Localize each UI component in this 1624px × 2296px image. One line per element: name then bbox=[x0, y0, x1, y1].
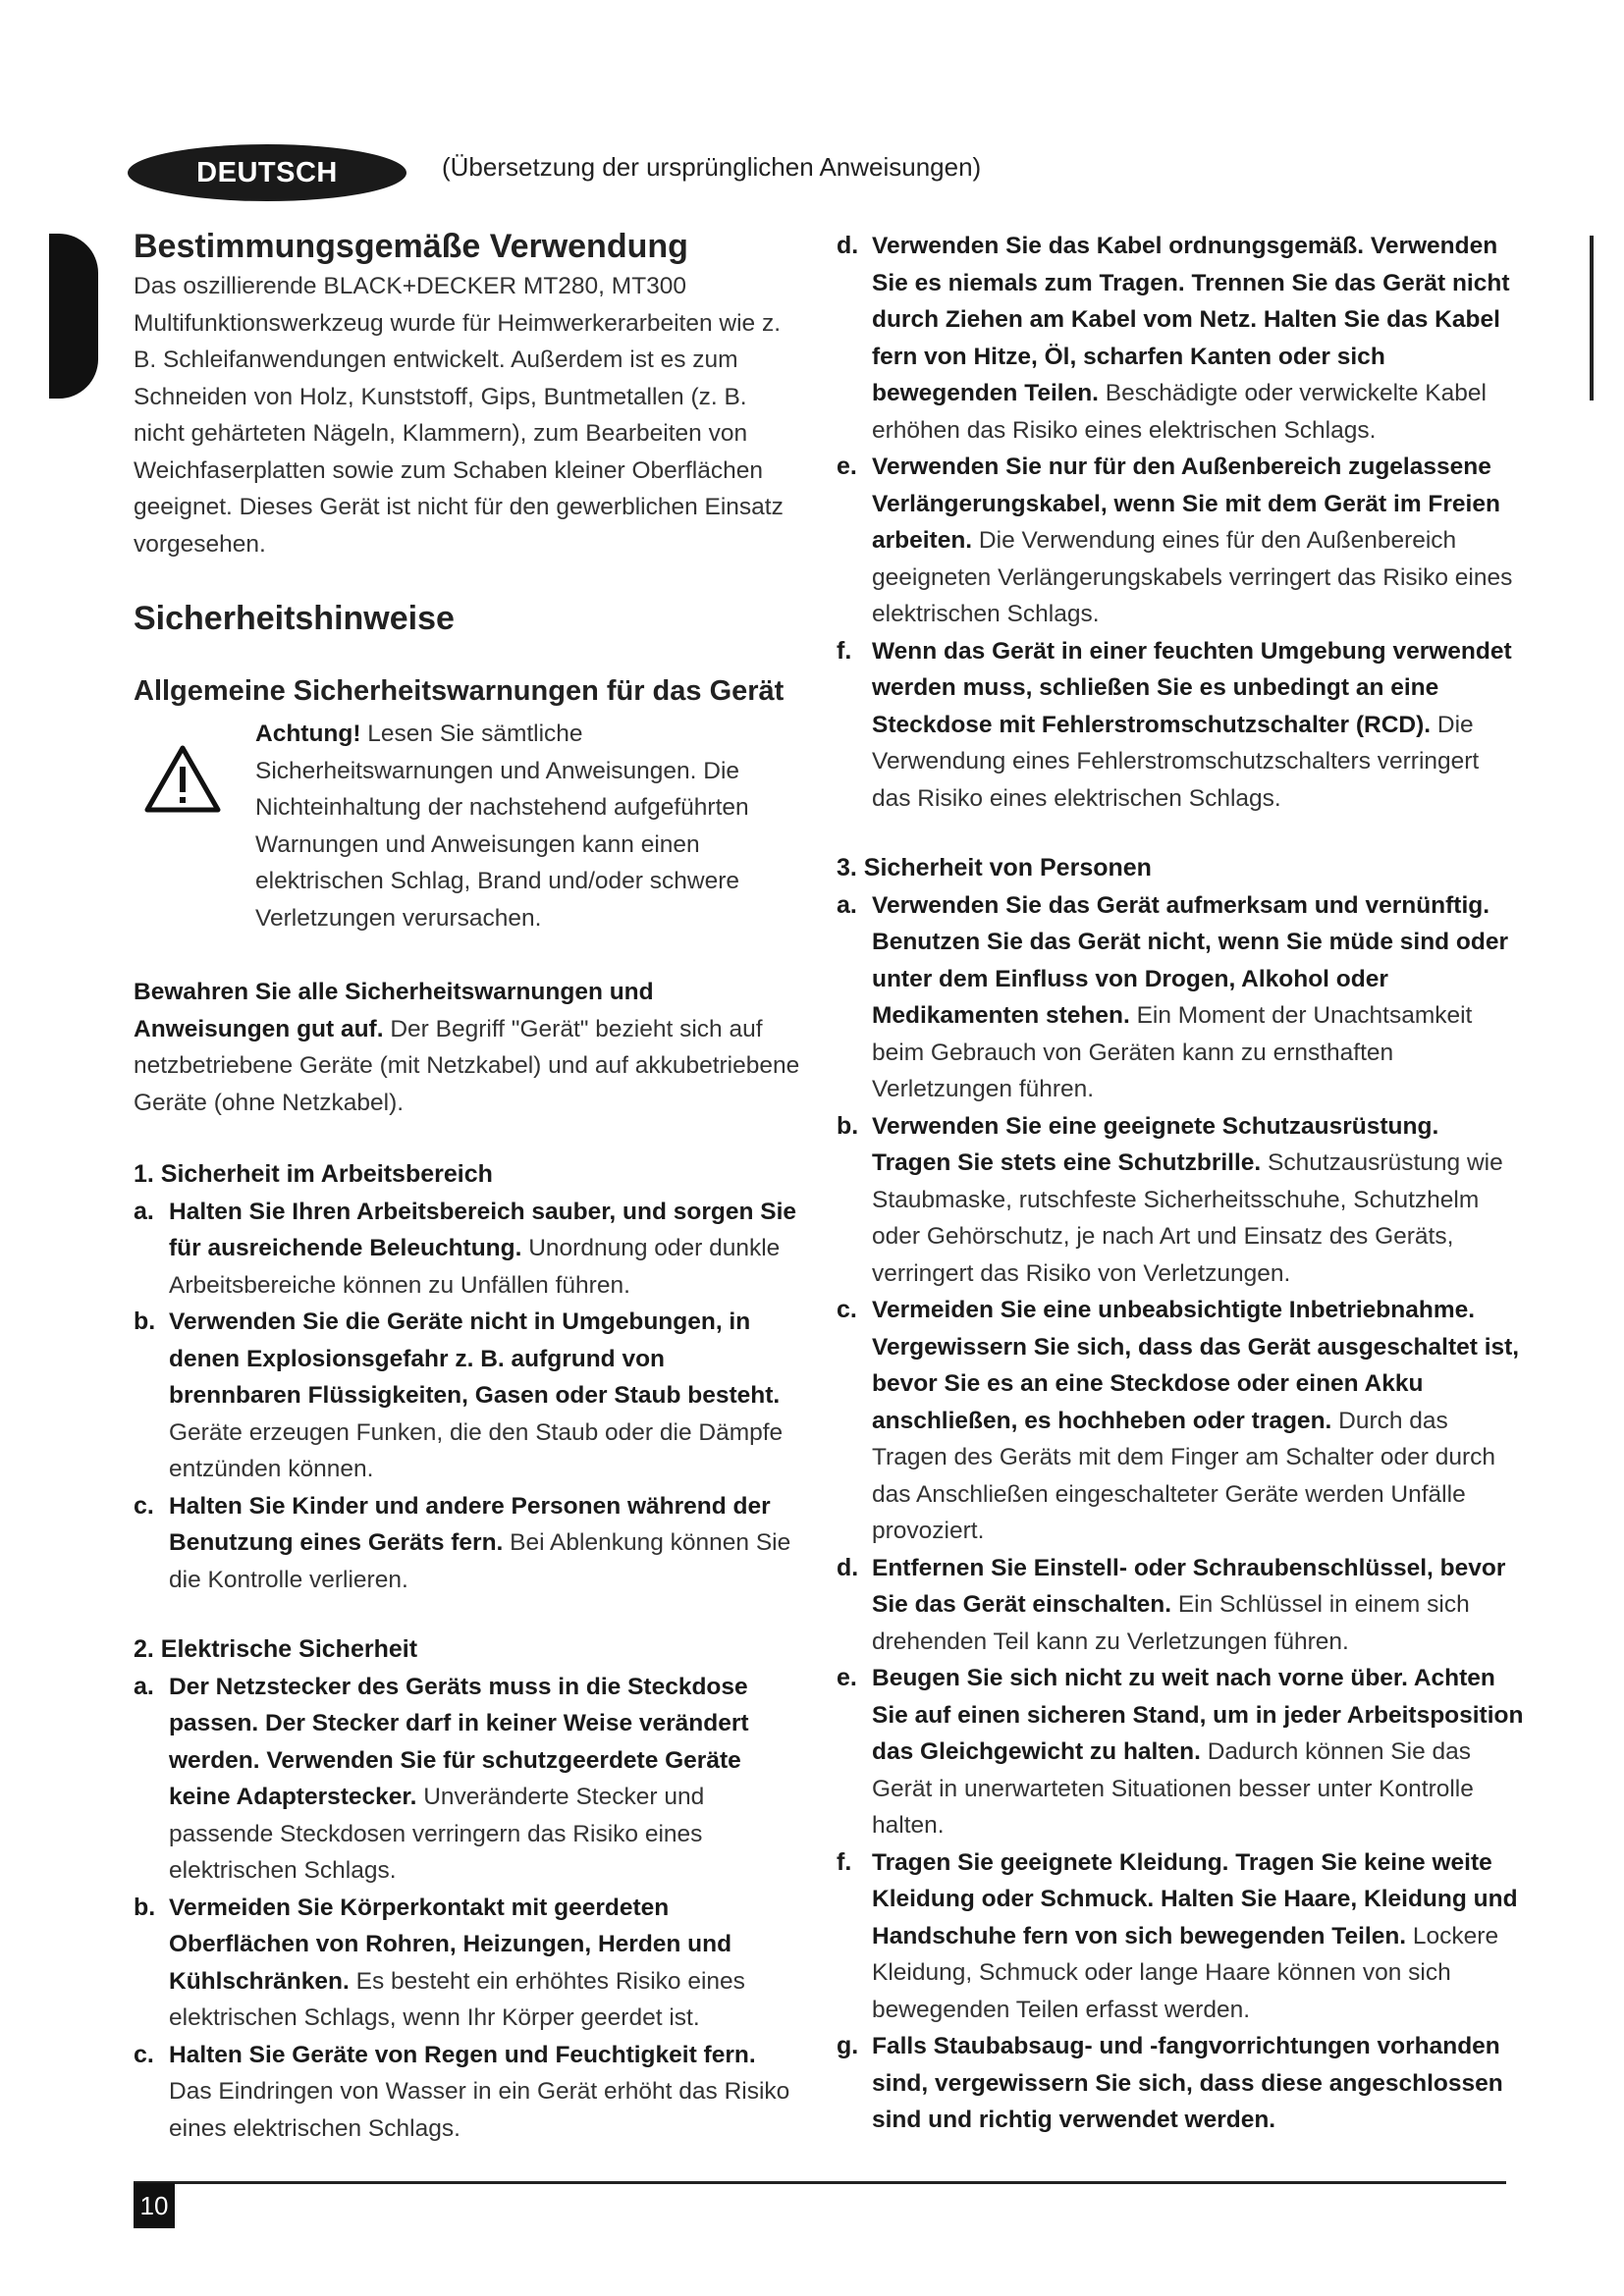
item-bold: Verwenden Sie die Geräte nicht in Umgebungen, in denen Explosionsgefahr z. B. aufgrund von brennbaren Flüssigkeiten, Gasen oder Staub besteht. bbox=[169, 1308, 781, 1409]
translation-note: (Übersetzung der ursprünglichen Anweisungen) bbox=[442, 152, 982, 182]
item-bold: Beugen Sie sich nicht zu weit nach vorne über. Achten Sie auf einen sicheren Stand, um in jeder Arbeitsposition das Gleichgewicht zu halten. bbox=[872, 1665, 1524, 1765]
warning-label: Achtung! bbox=[255, 721, 361, 747]
item-body: Lockere Kleidung, Schmuck oder lange Haare können von sich bewegenden Teilen erfasst werden. bbox=[872, 1922, 1499, 2023]
list-item bbox=[134, 2037, 801, 2148]
item-bold: Tragen Sie geeignete Kleidung. Tragen Sie keine weite Kleidung oder Schmuck. Halten Sie Haare, Kleidung und Handschuhe fern von sich bewegenden Teilen. bbox=[872, 1848, 1518, 1949]
item-label: c. bbox=[837, 1296, 857, 1323]
item-bold: Der Netzstecker des Geräts muss in die Steckdose passen. Der Stecker darf in keiner Weise verändert werden. Verwenden Sie für schutzgeerdete Geräte keine Adapterstecker. bbox=[169, 1673, 749, 1810]
intended-use-heading: Bestimmungsgemäße Verwendung bbox=[134, 228, 688, 265]
keep-instructions-bold: Bewahren Sie alle Sicherheitswarnungen und Anweisungen gut auf. bbox=[134, 979, 654, 1042]
item-bold: Wenn das Gerät in einer feuchten Umgebung verwendet werden muss, schließen Sie es unbedingt an eine Steckdose mit Fehlerstromschutzschalter (RCD). bbox=[872, 637, 1512, 738]
item-label: a. bbox=[134, 1672, 154, 1700]
list-item bbox=[134, 1890, 801, 2037]
item-text bbox=[872, 1292, 1524, 1550]
list-item bbox=[134, 1304, 801, 1488]
item-label: d. bbox=[837, 1553, 859, 1581]
item-bold: Verwenden Sie das Kabel ordnungsgemäß. Verwenden Sie es niemals zum Tragen. Trennen Sie das Gerät nicht durch Ziehen am Kabel vom Netz. Halten Sie das Kabel fern von Hitze, Öl, scharfen Kanten oder sich bewegenden Teilen. bbox=[872, 233, 1510, 406]
list-item bbox=[134, 1488, 801, 1599]
item-body: Unordnung oder dunkle Arbeitsbereiche können zu Unfällen führen. bbox=[169, 1235, 781, 1299]
item-text bbox=[872, 1550, 1524, 1661]
list-item bbox=[134, 1194, 801, 1305]
item-label: f. bbox=[837, 636, 852, 665]
item-body: Ein Schlüssel in einem sich drehenden Teil kann zu Verletzungen führen. bbox=[872, 1591, 1470, 1655]
list-item bbox=[837, 1292, 1524, 1550]
item-label: d. bbox=[837, 232, 859, 259]
item-bold: Verwenden Sie eine geeignete Schutzausrüstung. Tragen Sie stets eine Schutzbrille. bbox=[872, 1112, 1439, 1176]
item-bold: Halten Sie Geräte von Regen und Feuchtigkeit fern. bbox=[169, 2041, 756, 2068]
item-label: c. bbox=[134, 1491, 154, 1520]
item-bold: Vermeiden Sie Körperkontakt mit geerdeten Oberflächen von Rohren, Heizungen, Herden und Kühlschränken. bbox=[169, 1894, 732, 1995]
item-bold: Halten Sie Ihren Arbeitsbereich sauber, und sorgen Sie für ausreichende Beleuchtung. bbox=[169, 1198, 796, 1261]
item-body: Das Eindringen von Wasser in ein Gerät erhöht das Risiko eines elektrischen Schlags. bbox=[169, 2078, 790, 2142]
list-item bbox=[837, 1844, 1524, 2029]
item-body: Bei Ablenkung können Sie die Kontrolle verlieren. bbox=[169, 1529, 791, 1593]
item-body: Schutzausrüstung wie Staubmaske, rutschfeste Sicherheitsschuhe, Schutzhelm oder Gehörschutz, je nach Art und Einsatz des Geräts, verringert das Risiko von Verletzungen. bbox=[872, 1149, 1503, 1287]
item-text bbox=[872, 1108, 1524, 1293]
safety-heading: Sicherheitshinweise bbox=[134, 600, 455, 637]
general-safety-heading: Allgemeine Sicherheitswarnungen für das Gerät bbox=[134, 675, 785, 707]
item-text bbox=[169, 1304, 801, 1488]
item-body: Durch das Tragen des Geräts mit dem Finger am Schalter oder durch das Anschließen eingeschalteter Geräte werden Unfälle provoziert. bbox=[872, 1407, 1496, 1544]
item-bold: Verwenden Sie das Gerät aufmerksam und vernünftig. Benutzen Sie das Gerät nicht, wenn Sie müde sind oder unter dem Einfluss von Drogen, Alkohol oder Medikamenten stehen. bbox=[872, 891, 1509, 1029]
item-label: g. bbox=[837, 2032, 859, 2059]
keep-instructions bbox=[134, 974, 801, 1121]
item-body: Es besteht ein erhöhtes Risiko eines elektrischen Schlags, wenn Ihr Körper geerdet ist. bbox=[169, 1967, 745, 2031]
warning-triangle-icon bbox=[134, 716, 226, 936]
section-2-list bbox=[134, 1669, 801, 2148]
item-body: Unveränderte Stecker und passende Steckdosen verringern das Risiko eines elektrischen Schlags. bbox=[169, 1784, 705, 1884]
item-label: b. bbox=[134, 1893, 156, 1921]
warning-text bbox=[226, 716, 801, 936]
section-1-list bbox=[134, 1194, 801, 1599]
item-bold: Halten Sie Kinder und andere Personen während der Benutzung eines Geräts fern. bbox=[169, 1492, 771, 1556]
item-text bbox=[169, 1669, 801, 1890]
item-text bbox=[872, 1660, 1524, 1844]
language-badge: DEUTSCH bbox=[128, 144, 406, 201]
item-bold: Falls Staubabsaug- und -fangvorrichtungen vorhanden sind, vergewissern Sie sich, dass diese angeschlossen sind und richtig verwendet werden. bbox=[872, 2033, 1503, 2133]
item-bold: Vermeiden Sie eine unbeabsichtigte Inbetriebnahme. Vergewissern Sie sich, dass das Gerät ausgeschaltet ist, bevor Sie es an eine Steckdose oder einen Akku anschließen, es hochheben oder tragen. bbox=[872, 1297, 1520, 1434]
item-label: a. bbox=[134, 1197, 154, 1225]
item-body: Beschädigte oder verwickelte Kabel erhöhen das Risiko eines elektrischen Schlags. bbox=[872, 380, 1487, 444]
item-body: Die Verwendung eines für den Außenbereich geeigneten Verlängerungskabels verringert das Risiko eines elektrischen Schlags. bbox=[872, 527, 1513, 627]
intended-use-text: Das oszillierende BLACK+DECKER MT280, MT300 Multifunktionswerkzeug wurde für Heimwerkerarbeiten wie z. B. Schleifanwendungen entwickelt. Außerdem ist es zum Schneiden von Holz, Kunststoff, Gips, Buntmetallen (z. B. nicht gehärteten Nägeln, Klammern), zum Bearbeiten von Weichfaserplatten sowie zum Schaben kleiner Oberflächen geeignet. Dieses Gerät ist nicht für den gewerblichen Einsatz vorgesehen. bbox=[134, 273, 784, 558]
item-label: e. bbox=[837, 453, 857, 480]
right-column bbox=[837, 228, 1524, 2139]
item-text bbox=[872, 228, 1524, 449]
section-1-title: 1. Sicherheit im Arbeitsbereich bbox=[134, 1160, 493, 1188]
item-bold: Entfernen Sie Einstell- oder Schraubenschlüssel, bevor Sie das Gerät einschalten. bbox=[872, 1554, 1506, 1618]
item-body: Geräte erzeugen Funken, die den Staub oder die Dämpfe entzünden können. bbox=[169, 1418, 784, 1482]
footer-divider bbox=[134, 2181, 1506, 2184]
list-item bbox=[837, 633, 1524, 818]
item-text bbox=[169, 1890, 801, 2037]
item-body: Dadurch können Sie das Gerät in unerwarteten Situationen besser unter Kontrolle halten. bbox=[872, 1738, 1474, 1839]
item-label: f. bbox=[837, 1847, 852, 1876]
item-label: e. bbox=[837, 1664, 857, 1691]
keep-instructions-body: Der Begriff "Gerät" bezieht sich auf netzbetriebene Geräte (mit Netzkabel) und auf akkubetriebene Geräte (ohne Netzkabel). bbox=[134, 1015, 800, 1116]
item-text bbox=[169, 2037, 801, 2148]
item-body: Ein Moment der Unachtsamkeit beim Gebrauch von Geräten kann zu ernsthaften Verletzungen führen. bbox=[872, 1002, 1473, 1102]
section-2-continued-list bbox=[837, 228, 1524, 817]
warning-block bbox=[134, 716, 801, 936]
warning-body: Lesen Sie sämtliche Sicherheitswarnungen und Anweisungen. Die Nichteinhaltung der nachstehend aufgeführten Warnungen und Anweisungen kann einen elektrischen Schlag, Brand und/oder schwere Verletzungen verursachen. bbox=[255, 721, 749, 932]
item-label: a. bbox=[837, 890, 857, 919]
item-label: b. bbox=[134, 1308, 156, 1335]
page-number: 10 bbox=[134, 2183, 175, 2228]
list-item bbox=[837, 2028, 1524, 2139]
list-item bbox=[837, 1660, 1524, 1844]
item-bold: Verwenden Sie nur für den Außenbereich zugelassene Verlängerungskabel, wenn Sie mit dem Gerät im Freien arbeiten. bbox=[872, 454, 1500, 554]
list-item bbox=[837, 1108, 1524, 1293]
list-item bbox=[837, 449, 1524, 633]
item-body: Die Verwendung eines Fehlerstromschutzschalters verringert das Risiko eines elektrischen Schlags. bbox=[872, 711, 1480, 812]
section-tab-marker bbox=[49, 234, 98, 399]
item-text bbox=[872, 887, 1524, 1108]
item-text bbox=[872, 633, 1524, 818]
list-item bbox=[837, 887, 1524, 1108]
item-text bbox=[872, 1844, 1524, 2029]
margin-bar bbox=[1590, 236, 1594, 400]
item-label: b. bbox=[837, 1111, 859, 1140]
item-text bbox=[872, 449, 1524, 633]
section-2-title: 2. Elektrische Sicherheit bbox=[134, 1635, 418, 1663]
item-text bbox=[169, 1488, 801, 1599]
list-item bbox=[134, 1669, 801, 1890]
left-column bbox=[134, 228, 801, 2147]
list-item bbox=[837, 228, 1524, 449]
item-text bbox=[169, 1194, 801, 1305]
section-3-list bbox=[837, 887, 1524, 2139]
item-label: c. bbox=[134, 2040, 154, 2068]
item-text bbox=[872, 2028, 1524, 2139]
list-item bbox=[837, 1550, 1524, 1661]
section-3-title: 3. Sicherheit von Personen bbox=[837, 854, 1152, 881]
